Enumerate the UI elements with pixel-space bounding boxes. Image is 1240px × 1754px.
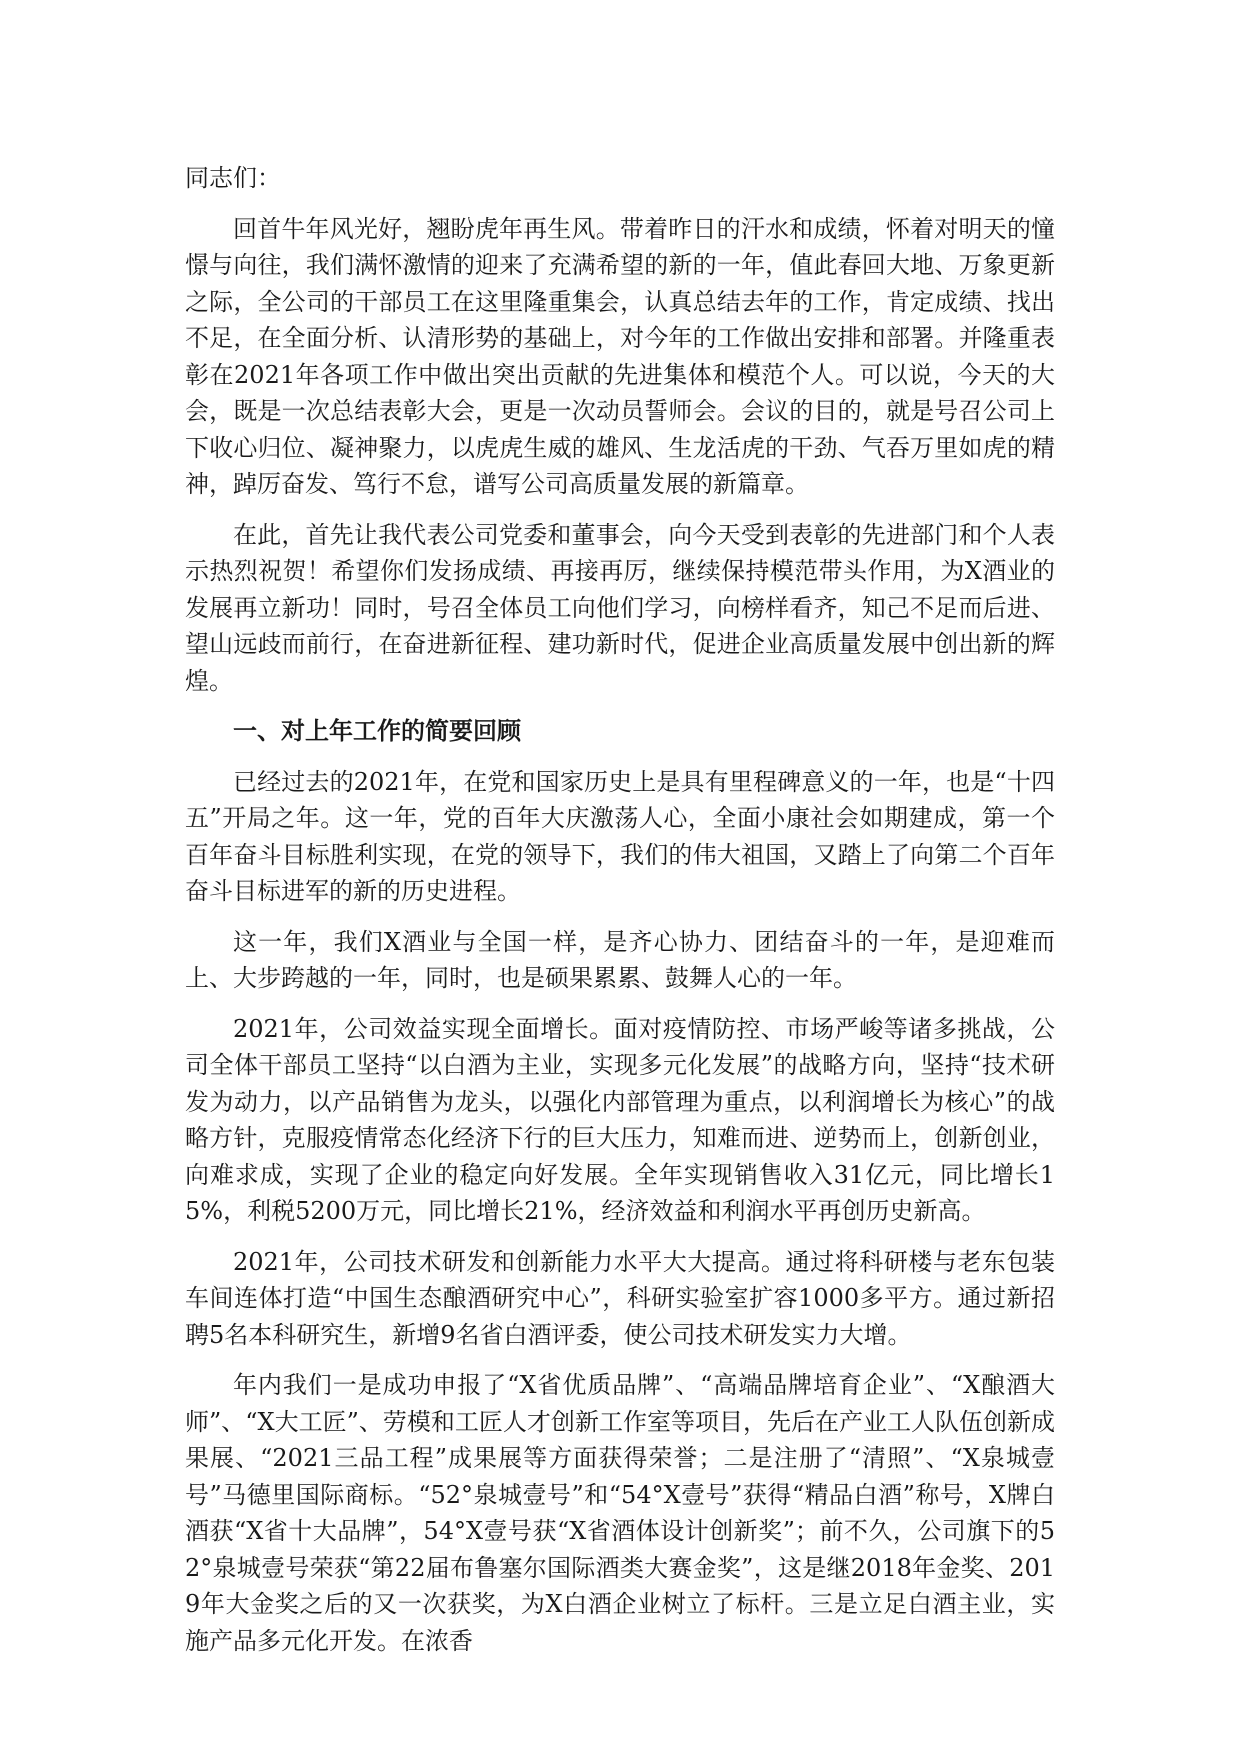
section-1-paragraph-3: 2021年，公司效益实现全面增长。面对疫情防控、市场严峻等诸多挑战，公司全体干部员工坚持“以白酒为主业，实现多元化发展”的战略方向，坚持“技术研发为动力，以产品销售为龙头，以强化内部管理为重点，以利润增长为核心”的战略方针，克服疫情常态化经济下行的巨大压力，知难而进、逆势而上，创新创业，向难求成，实现了企业的稳定向好发展。全年实现销售收入31亿元，同比增长15%，利税5200万元，同比增长21%，经济效益和利润水平再创历史新高。: [185, 1014, 1055, 1225]
section-1-heading: 一、对上年工作的简要回顾: [233, 717, 521, 745]
salutation: 同志们：: [185, 164, 281, 192]
section-1-paragraph-2: 这一年，我们X酒业与全国一样，是齐心协力、团结奋斗的一年，是迎难而上、大步跨越的一年，同时，也是硕果累累、鼓舞人心的一年。: [185, 927, 1055, 992]
section-1-paragraph-4: 2021年，公司技术研发和创新能力水平大大提高。通过将科研楼与老东包装车间连体打造“中国生态酿酒研究中心”，科研实验室扩容1000多平方。通过新招聘5名本科研究生，新增9名省白酒评委，使公司技术研发实力大增。: [185, 1247, 1055, 1349]
section-1-paragraph-5: 年内我们一是成功申报了“X省优质品牌”、“高端品牌培育企业”、“X酿酒大师”、“X大工匠”、劳模和工匠人才创新工作室等项目，先后在产业工人队伍创新成果展、“2021三品工程”成果展等方面获得荣誉；二是注册了“清照”、“X泉城壹号”马德里国际商标。“52°泉城壹号”和“54°X壹号”获得“精品白酒”称号，X牌白酒获“X省十大品牌”，54°X壹号获“X省酒体设计创新奖”；前不久，公司旗下的52°泉城壹号荣获“第22届布鲁塞尔国际酒类大赛金奖”，这是继2018年金奖、2019年大金奖之后的又一次获奖，为X白酒企业树立了标杆。三是立足白酒主业，实施产品多元化开发。在浓香: [185, 1371, 1055, 1655]
intro-paragraph-2: 在此，首先让我代表公司党委和董事会，向今天受到表彰的先进部门和个人表示热烈祝贺！希望你们发扬成绩、再接再厉，继续保持模范带头作用，为X酒业的发展再立新功！同时，号召全体员工向他们学习，向榜样看齐，知己不足而后进、望山远歧而前行，在奋进新征程、建功新时代，促进企业高质量发展中创出新的辉煌。: [185, 520, 1055, 695]
section-1-paragraph-1: 已经过去的2021年，在党和国家历史上是具有里程碑意义的一年，也是“十四五”开局之年。这一年，党的百年大庆激荡人心，全面小康社会如期建成，第一个百年奋斗目标胜利实现，在党的领导下，我们的伟大祖国，又踏上了向第二个百年奋斗目标进军的新的历史进程。: [185, 767, 1055, 905]
intro-paragraph-1: 回首牛年风光好，翘盼虎年再生风。带着昨日的汗水和成绩，怀着对明天的憧憬与向往，我们满怀激情的迎来了充满希望的新的一年，值此春回大地、万象更新之际，全公司的干部员工在这里隆重集会，认真总结去年的工作，肯定成绩、找出不足，在全面分析、认清形势的基础上，对今年的工作做出安排和部署。并隆重表彰在2021年各项工作中做出突出贡献的先进集体和模范个人。可以说，今天的大会，既是一次总结表彰大会，更是一次动员誓师会。会议的目的，就是号召公司上下收心归位、凝神聚力，以虎虎生威的雄风、生龙活虎的干劲、气吞万里如虎的精神，踔厉奋发、笃行不怠，谱写公司高质量发展的新篇章。: [185, 214, 1055, 498]
document-page: [185, 160, 1055, 1673]
